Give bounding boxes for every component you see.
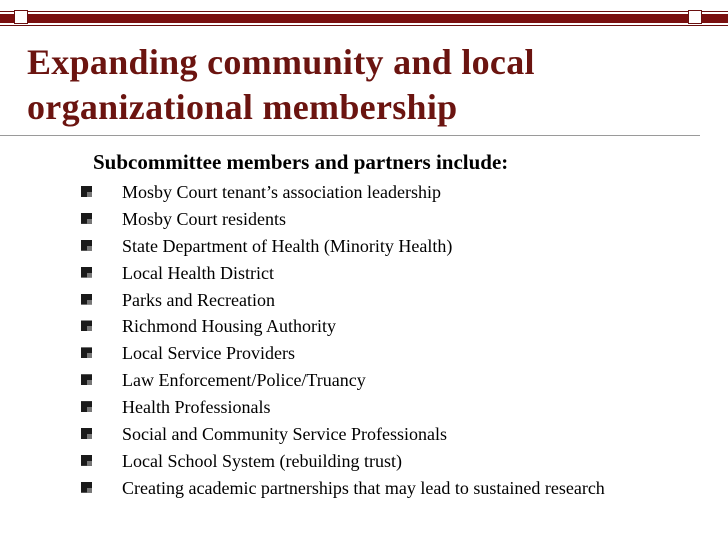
top-bar-line-upper: [0, 11, 728, 12]
list-item: [0, 314, 728, 341]
list-item-text: Parks and Recreation: [122, 289, 275, 310]
square-bullet-icon: [81, 213, 92, 224]
list-item: [0, 207, 728, 234]
list-item-text: Creating academic partnerships that may lead to sustained research: [122, 477, 605, 498]
slide-title: Expanding community and local organizational membership: [27, 42, 535, 127]
square-bullet-icon: [81, 455, 92, 466]
list-item-text: Law Enforcement/Police/Truancy: [122, 370, 366, 391]
list-item: [0, 476, 728, 503]
list-item: [0, 261, 728, 288]
square-bullet-icon: [81, 347, 92, 358]
top-bar-square-left: [14, 10, 28, 24]
list-item: [0, 395, 728, 422]
list-item-text: Social and Community Service Professionals: [122, 424, 447, 445]
square-bullet-icon: [81, 374, 92, 385]
square-bullet-icon: [81, 267, 92, 278]
square-bullet-icon: [81, 240, 92, 251]
list-item-text: Mosby Court tenant’s association leadership: [122, 182, 441, 202]
decorative-top-bar: [0, 0, 728, 44]
list-item-text: State Department of Health (Minority Health): [122, 235, 453, 256]
list-item: [0, 422, 728, 449]
top-bar-line-lower: [0, 25, 728, 26]
square-bullet-icon: [81, 320, 92, 331]
list-item-text: Health Professionals: [122, 397, 271, 418]
list-item-text: Mosby Court residents: [122, 208, 286, 229]
square-bullet-icon: [81, 186, 92, 197]
list-item: [0, 368, 728, 395]
top-bar-square-right: [688, 10, 702, 24]
square-bullet-icon: [81, 428, 92, 439]
title-divider: [0, 135, 700, 136]
list-item-text: Local Service Providers: [122, 343, 295, 364]
list-item: [0, 341, 728, 368]
list-item: [0, 288, 728, 315]
list-item-text: Local Health District: [122, 262, 274, 283]
square-bullet-icon: [81, 401, 92, 412]
list-item: [0, 449, 728, 476]
square-bullet-icon: [81, 482, 92, 493]
slide-subheading: Subcommittee members and partners include:: [93, 150, 509, 174]
bullet-list: [0, 180, 728, 503]
list-item-text: Local School System (rebuilding trust): [122, 450, 402, 471]
top-bar-band: [0, 14, 728, 23]
list-item-text: Richmond Housing Authority: [122, 316, 337, 337]
list-item: [0, 234, 728, 261]
square-bullet-icon: [81, 294, 92, 305]
list-item: [0, 180, 728, 207]
